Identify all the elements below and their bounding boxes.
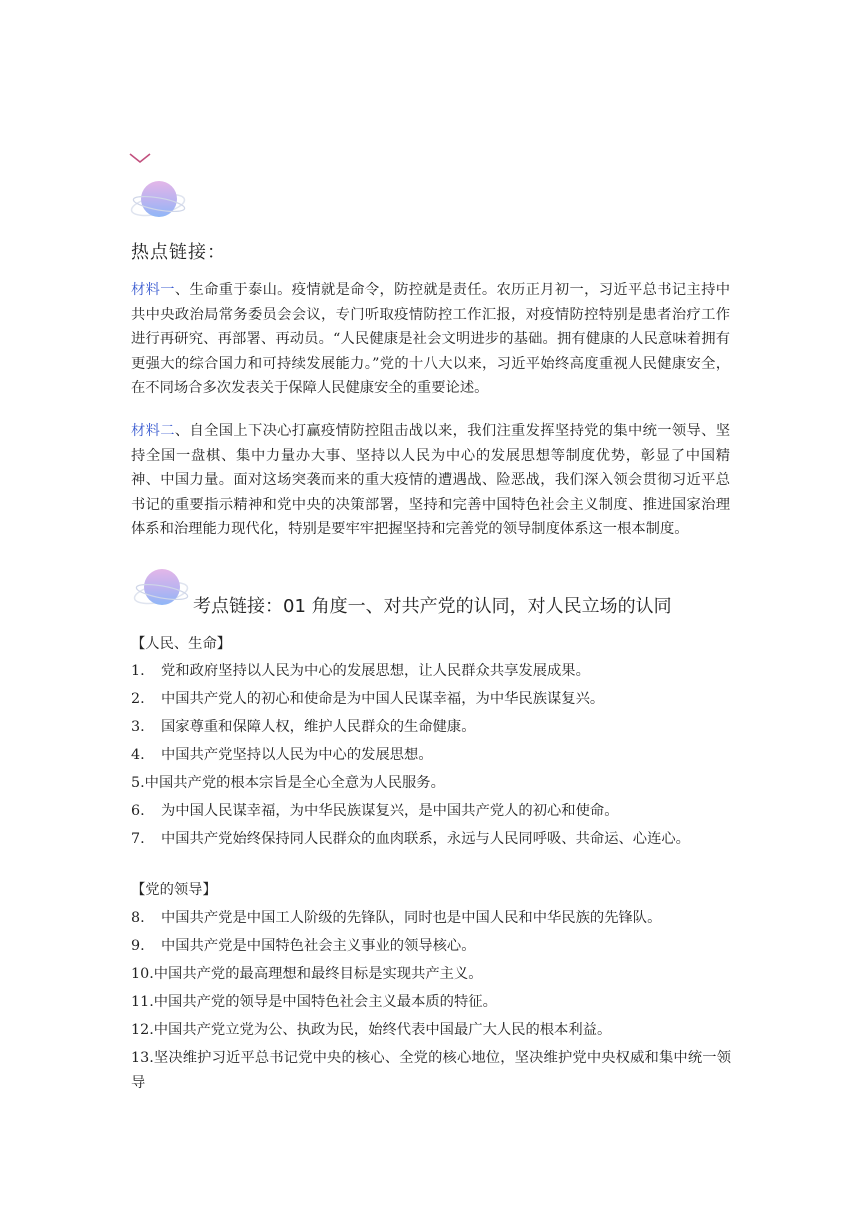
item-text: 中国共产党人的初心和使命是为中国人民谋幸福，为中华民族谋复兴。 — [161, 691, 605, 707]
item-number: 4. — [131, 747, 145, 763]
item-number: 12. — [131, 1022, 154, 1038]
list-item — [131, 799, 731, 824]
item-text: 中国共产党始终保持同人民群众的血肉联系，永远与人民同呼吸、共命运、心连心。 — [161, 831, 690, 847]
list-item — [131, 990, 731, 1015]
list-item — [131, 934, 731, 959]
material-one-label: 材料一 — [131, 282, 175, 298]
item-number: 13. — [131, 1050, 154, 1066]
section-header-people-life: 【人民、生命】 — [131, 636, 232, 652]
item-text: 党和政府坚持以人民为中心的发展思想，让人民群众共享发展成果。 — [161, 663, 590, 679]
material-two-label: 材料二 — [131, 423, 175, 439]
item-number: 8. — [131, 910, 145, 926]
item-number: 11. — [131, 994, 154, 1010]
material-one-paragraph — [131, 278, 730, 401]
material-two-paragraph — [131, 419, 730, 542]
planet-decoration-icon — [129, 178, 191, 226]
item-text: 国家尊重和保障人权，维护人民群众的生命健康。 — [161, 719, 476, 735]
item-number: 9. — [131, 938, 145, 954]
item-number: 3. — [131, 719, 145, 735]
list-item — [131, 962, 731, 987]
item-text: 中国共产党坚持以人民为中心的发展思想。 — [161, 747, 433, 763]
item-number: 1. — [131, 663, 145, 679]
item-number: 5. — [131, 775, 145, 791]
item-text: 坚决维护习近平总书记党中央的核心、全党的核心地位，坚决维护党中央权威和集中统一领导 — [131, 1050, 731, 1091]
item-number: 7. — [131, 831, 145, 847]
item-text: 中国共产党的领导是中国特色社会主义最本质的特征。 — [153, 994, 497, 1010]
item-text: 中国共产党立党为公、执政为民，始终代表中国最广大人民的根本利益。 — [153, 1022, 612, 1038]
item-text: 为中国人民谋幸福，为中华民族谋复兴，是中国共产党人的初心和使命。 — [161, 803, 619, 819]
exam-links-title: 考点链接：01 角度一、对共产党的认同，对人民立场的认同 — [193, 596, 672, 617]
list-item — [131, 827, 731, 852]
chevron-down-icon — [129, 152, 151, 164]
item-number: 6. — [131, 803, 145, 819]
list-item — [131, 906, 731, 931]
list-item — [131, 659, 731, 684]
item-number: 2. — [131, 691, 145, 707]
material-two-text: 、自全国上下决心打赢疫情防控阻击战以来，我们注重发挥坚持党的集中统一领导、坚持全国一盘棋、集中力量办大事、坚持以人民为中心的发展思想等制度优势，彰显了中国精神、中国力量。面对这场突袭而来的重大疫情的遭遇战、险恶战，我们深入领会贯彻习近平总书记的重要指示精神和党中央的决策部署，坚持和完善中国特色社会主义制度、推进国家治理体系和治理能力现代化，特别是要牢牢把握坚持和完善党的领导制度体系这一根本制度。 — [131, 423, 731, 537]
list-item — [131, 1046, 731, 1095]
item-text: 中国共产党的最高理想和最终目标是实现共产主义。 — [153, 966, 483, 982]
section-header-party-leadership: 【党的领导】 — [131, 882, 217, 898]
list-item — [131, 687, 731, 712]
material-one-text: 、生命重于泰山。疫情就是命令，防控就是责任。农历正月初一，习近平总书记主持中共中央政治局常务委员会会议，专门听取疫情防控工作汇报，对疫情防控特别是患者治疗工作进行再研究、再部署、再动员。“人民健康是社会文明进步的基础。拥有健康的人民意味着拥有更强大的综合国力和可持续发展能力。”党的十八大以来，习近平始终高度重视人民健康安全，在不同场合多次发表关于保障人民健康安全的重要论述。 — [131, 282, 731, 396]
hot-links-title: 热点链接： — [131, 242, 226, 263]
list-item — [131, 715, 731, 740]
list-item — [131, 1018, 731, 1043]
planet-decoration-icon — [132, 566, 194, 614]
item-text: 中国共产党是中国工人阶级的先锋队，同时也是中国人民和中华民族的先锋队。 — [161, 910, 662, 926]
list-item — [131, 771, 731, 796]
item-text: 中国共产党是中国特色社会主义事业的领导核心。 — [161, 938, 476, 954]
item-number: 10. — [131, 966, 154, 982]
item-text: 中国共产党的根本宗旨是全心全意为人民服务。 — [144, 775, 445, 791]
list-item — [131, 743, 731, 768]
